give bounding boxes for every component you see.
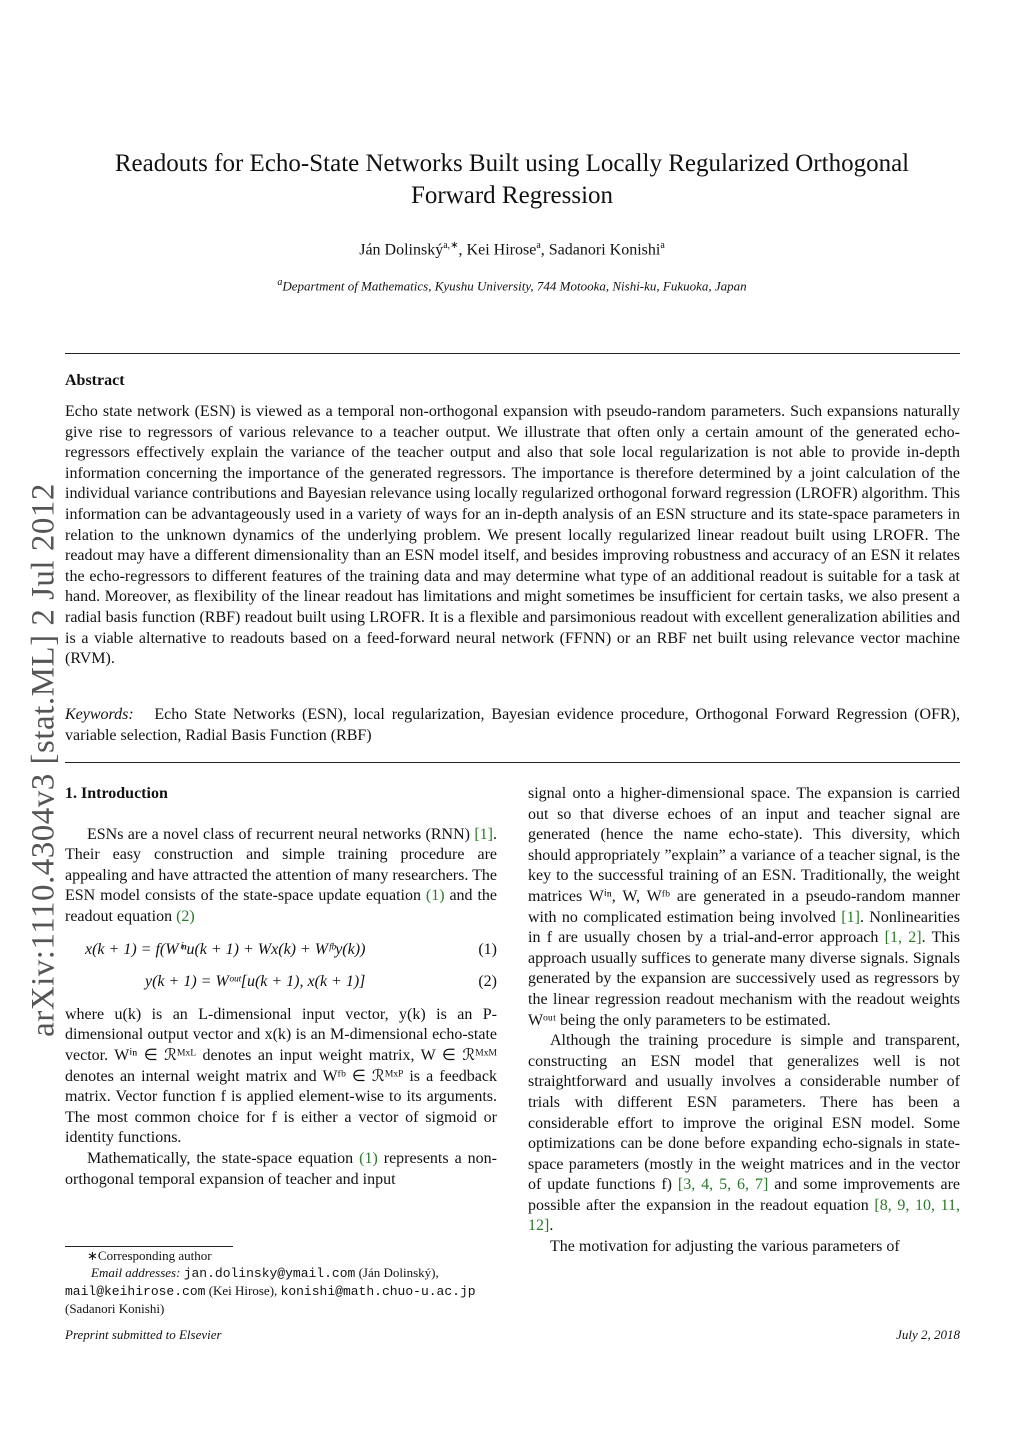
footnote-emails-line-1: [65, 1264, 497, 1282]
author-mark: a,∗: [443, 240, 459, 251]
equation-ref-link[interactable]: (2): [176, 907, 195, 925]
affiliation-mark: a: [277, 277, 283, 288]
affiliation-text: Department of Mathematics, Kyushu University, 744 Motooka, Nishi-ku, Fukuoka, Japan: [282, 278, 747, 294]
right-paragraph-2: Although the training procedure is simple and transparent, constructing an ESN model that generalizes well is not straightforward and usually involves a considerable number of trials with different ESN parameters. There has been a considerable effort to improve the original ESN model. Some optimizations can be done before expanding echo-signals in state-space parameters (mostly in the weight matrices and in the vector of update functions f) [3, 4, 5, 6, 7] and some improvements are possible after the expansion in the readout equation [8, 9, 10, 11, 12].: [528, 1032, 961, 1235]
author-list: Ján Dolinský$^{a,∗}$, Kei Hirose$^a$, Sadanori Konishi$^a$: [359, 240, 665, 259]
equation-ref-link[interactable]: (1): [425, 887, 445, 905]
citation-link[interactable]: [8, 9, 10, 11, 12]: [528, 1196, 961, 1235]
author-name: Sadanori Konishi: [548, 241, 661, 259]
left-column: [65, 784, 497, 1190]
keywords-text: Echo State Networks (ESN), local regularization, Bayesian evidence procedure, Orthogonal Forward Regression (OFR), variable selection, Radial Basis Function (RBF): [65, 706, 961, 744]
email-link[interactable]: mail@keihirose.com: [65, 1284, 206, 1299]
affiliation: [60, 277, 964, 294]
keywords-label: Keywords:: [65, 706, 134, 723]
top-divider: [65, 353, 960, 354]
author-mark: a: [660, 240, 665, 251]
equation-1: [65, 940, 497, 961]
equation-2: [65, 972, 497, 993]
right-column: [528, 784, 960, 1258]
citation-link[interactable]: [1]: [474, 825, 493, 843]
paper-title: [60, 148, 964, 212]
keywords: [65, 705, 960, 746]
equation-1-body: x(k + 1) = f(Wⁱⁿu(k + 1) + Wx(k) + Wᶠᵇy(k)): [85, 940, 366, 958]
email-label: Email addresses:: [91, 1265, 181, 1280]
author-mark: a: [536, 240, 541, 251]
equation-ref-link[interactable]: (1): [359, 1149, 378, 1167]
intro-paragraph-1: ESNs are a novel class of recurrent neural networks (RNN) [1]. Their easy construction and simple training procedure are appealing and have attracted the attention of many researchers. The ESN model consists of the state-space update equation (1) and the readout equation (2): [65, 825, 497, 925]
title-line-1: Readouts for Echo-State Networks Built using Locally Regularized Orthogonal: [114, 150, 910, 177]
footnote-corresponding: ∗Corresponding author: [87, 1248, 212, 1263]
citation-link[interactable]: [1]: [841, 908, 860, 926]
preprint-date: July 2, 2018: [896, 1327, 960, 1342]
citation-link[interactable]: [1, 2]: [884, 929, 922, 947]
abstract-bottom-divider: [65, 762, 960, 763]
right-paragraph-3: The motivation for adjusting the various parameters of: [550, 1238, 900, 1256]
email-owner: (Kei Hirose),: [208, 1283, 278, 1298]
email-owner: (Ján Dolinský),: [358, 1265, 439, 1280]
arxiv-identifier-stamp: arXiv:1110.4304v3 [stat.ML] 2 Jul 2012: [25, 483, 62, 1037]
title-line-2: Forward Regression: [410, 182, 614, 209]
intro-paragraph-3: Mathematically, the state-space equation (1) represents a non-orthogonal temporal expansion of teacher and input: [65, 1149, 497, 1188]
footnote-emails-line-3: (Sadanori Konishi): [65, 1301, 165, 1316]
author-name: Ján Dolinský: [359, 241, 444, 259]
citation-link[interactable]: [3, 4, 5, 6, 7]: [677, 1176, 769, 1194]
equation-1-number: (1): [478, 940, 497, 958]
author-name: Kei Hirose: [466, 241, 537, 259]
email-link[interactable]: jan.dolinsky@ymail.com: [183, 1266, 356, 1281]
equation-2-number: (2): [478, 973, 497, 991]
intro-paragraph-2: where u(k) is an L-dimensional input vector, y(k) is an P-dimensional output vector and x(k) is an M-dimensional echo-state vector. Wⁱⁿ ∈ ℛᴹˣᴸ denotes an input weight matrix, W ∈ ℛᴹˣᴹ denotes an internal weight matrix and Wᶠᵇ ∈ ℛᴹˣᴾ is a feedback matrix. Vector function f is applied element-wise to its arguments. The most common choice for f is either a vector of sigmoid or identity functions.: [65, 1005, 497, 1147]
abstract-text: Echo state network (ESN) is viewed as a temporal non-orthogonal expansion with pseudo-random parameters. Such expansions naturally give rise to regressors of various relevance to a teacher output. We illustrate that often only a certain amount of the generated echo-regressors effectively explain the variance of the teacher output and also that sole local regularization is not able to provide in-depth information concerning the importance of the generated regressors. The importance is therefore determined by a joint calculation of the individual variance contributions and Bayesian relevance using locally regularized orthogonal forward regression (LROFR) algorithm. This information can be advantageously used in a variety of ways for an in-depth analysis of an ESN structure and its state-space parameters in relation to the unknown dynamics of the underlying problem. We present locally regularized linear readout built using LROFR. The readout may have a different dimensionality than an ESN model itself, and besides improving robustness and accuracy of an ESN it relates the echo-regressors to different features of the training data and may determine what type of an additional readout is suitable for a task at hand. Moreover, as flexibility of the linear readout has limitations and might sometimes be insufficient for certain tasks, we also present a radial basis function (RBF) readout built using LROFR. It is a flexible and parsimonious readout with excellent generalization abilities and is a viable alternative to readouts based on a feed-forward neural network (FFNN) or an RBF net built using relevance vector machine (RVM).: [65, 403, 961, 668]
footnotes: [65, 1247, 497, 1317]
preprint-note: Preprint submitted to Elsevier: [65, 1327, 222, 1342]
section-heading-introduction: 1. Introduction: [65, 785, 168, 802]
abstract-heading: Abstract: [65, 372, 125, 389]
email-link[interactable]: konishi@math.chuo-u.ac.jp: [280, 1284, 476, 1299]
right-paragraph-1: signal onto a higher-dimensional space. The expansion is carried out so that diverse echoes of an input and teacher signal are generated (hence the name echo-state). This diversity, which should appropriately ”explain” a variance of a teacher signal, is the key to the successful training of an ESN. Traditionally, the weight matrices Wⁱⁿ, W, Wᶠᵇ are generated in a pseudo-random manner with no complicated estimation being involved [1]. Nonlinearities in f are usually chosen by a trial-and-error approach [1, 2]. This approach usually suffices to generate many diverse signals. Signals generated by the expansion are successively used as regressors by the linear regression readout mechanism with the readout weights Wᵒᵘᵗ being the only parameters to be estimated.: [528, 785, 961, 1029]
equation-2-body: y(k + 1) = Wᵒᵘᵗ[u(k + 1), x(k + 1)]: [145, 973, 366, 991]
footnote-emails-line-2: [65, 1282, 497, 1300]
